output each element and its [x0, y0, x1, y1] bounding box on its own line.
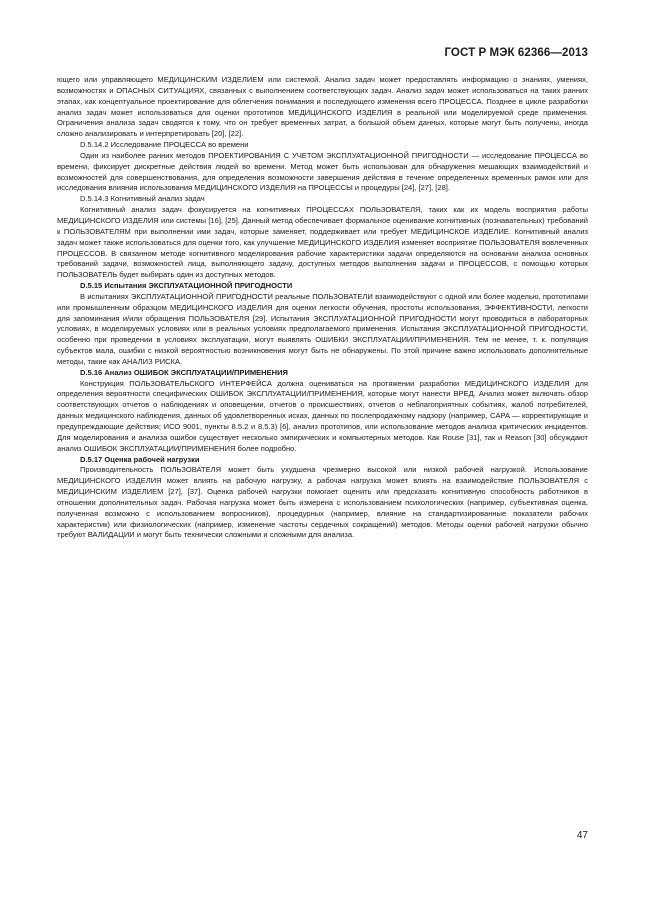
subsection-heading-d-5-14-2: D.5.14.2 Исследование ПРОЦЕССА во времени	[80, 140, 249, 150]
paragraph: В испытаниях ЭКСПЛУАТАЦИОННОЙ ПРИГОДНОСТИ реальные ПОЛЬЗОВАТЕЛИ взаимодействуют с одной или более моделью, прототипами или промышленным образцом МЕДИЦИНСКОГО ИЗДЕЛИЯ для оценки легкости обучения, простоты использования, ЭФФЕКТИВНОСТИ, легкости для запоминания и/или обращения ПОЛЬЗОВАТЕЛЯ [29]. Испытания ЭКСПЛУАТАЦИОННОЙ ПРИГОДНОСТИ могут проводиться в лабораторных условиях, в моделируемых условиях или в реальных условиях предполагаемого применения. Испытания ЭКСПЛУАТАЦИОННОЙ ПРИГОДНОСТИ, особенно при проведении в условиях эксплуатации, могут выявлять ОШИБКИ ЭКСПЛУАТАЦИИ/ПРИМЕНЕНИЯ. Тем не менее, т. к. популяция субъектов мала, ошибки с низкой вероятностью возникновения могут быть не обнаружены. По этой причине важно использовать дополнительные методы, такие как АНАЛИЗ РИСКА.	[57, 291, 588, 366]
page-body	[57, 75, 588, 541]
paragraph: Конструкция ПОЛЬЗОВАТЕЛЬСКОГО ИНТЕРФЕЙСА должна оцениваться на протяжении разработки МЕДИЦИНСКОГО ИЗДЕЛИЯ для определения вероятности специфических ОШИБОК ЭКСПЛУАТАЦИИ/ПРИМЕНЕНИЯ, которые могут нанести ВРЕД. Анализ может включать обзор соответствующих отчетов о наблюдениях и оповещении, отчетов о происшествиях, отчетов о неблагоприятных событиях, жалоб потребителей, данных медицинского наблюдения, данных об удовлетворенных исках, данных по послепродажному надзору (например, CAPA — корректирующие и предупреждающие действия; ИСО 9001, пункты 8.5.2 и 8.5.3) [6], анализ прототипов, или использование методов анализа критических инцидентов. Для моделирования и анализа ошибок существует несколько эмпирических и компьютерных методов. Как Rouse [31], так и Reason [30] обсуждают анализ ОШИБОК ЭКСПЛУАТАЦИИ/ПРИМЕНЕНИЯ более подробно.	[57, 378, 588, 453]
section-heading-d-5-15: D.5.15 Испытания ЭКСПЛУАТАЦИОННОЙ ПРИГОДНОСТИ	[80, 281, 293, 291]
paragraph: Один из наиболее ранних методов ПРОЕКТИРОВАНИЯ С УЧЕТОМ ЭКСПЛУАТАЦИОННОЙ ПРИГОДНОСТИ — исследование ПРОЦЕССА во времени, фиксирует дискретные действия людей во времени. Метод может быть использован для обнаружения мешающих взаимодействий и возможностей для совершенствования, для определения возможности завершения действия в течение определенных временных рамок или для исследования влияния использования МЕДИЦИНСКОГО ИЗДЕЛИЯ на ПРОЦЕССЫ и процедуры [24], [27], [28].	[57, 150, 588, 193]
section-heading-d-5-17: D.5.17 Оценка рабочей нагрузки	[80, 454, 200, 464]
document-code: ГОСТ Р МЭК 62366—2013	[444, 47, 588, 59]
paragraph: Когнитивный анализ задач фокусируется на когнитивных ПРОЦЕССАХ ПОЛЬЗОВАТЕЛЯ, таких как их модель восприятия работы МЕДИЦИНСКОГО ИЗДЕЛИЯ или системы [16], [25]. Данный метод обеспечивает формальное оценивание когнитивных (познавательных) требований к ПОЛЬЗОВАТЕЛЯМ при выполнении ими задач, которые заменяет, поддерживает или требует МЕДИЦИНСКОЕ ИЗДЕЛИЕ. Когнитивный анализ задач может также использоваться для оценки того, как улучшение МЕДИЦИНСКОГО ИЗДЕЛИЯ изменяет восприятие ПОЛЬЗОВАТЕЛЯ вовлеченных ПРОЦЕССОВ. В связанном методе когнитивного моделирования рабочие характеристики задачи определяются на основании анализа основных требований задачи, возможностей лица, выполняющего задачу, доступных методов выполнения задачи и ПРОЦЕССОВ, с помощью которых ПОЛЬЗОВАТЕЛЬ будет выбирать один из доступных методов.	[57, 205, 588, 280]
section-heading-d-5-16: D.5.16 Анализ ОШИБОК ЭКСПЛУАТАЦИИ/ПРИМЕНЕНИЯ	[80, 367, 288, 377]
page-number: 47	[576, 830, 588, 841]
paragraph-continuation: ющего или управляющего МЕДИЦИНСКИМ ИЗДЕЛИЕМ или системой. Анализ задач может предоставлять информацию о знаниях, умениях, возможностях и ОПАСНЫХ СИТУАЦИЯХ, связанных с выполнением соответствующих задач. Анализ задач может использоваться на таких ранних этапах, как концептуальное проектирование для облегчения понимания и последующего изменения всего ПРОЦЕССА. Позднее в цикле разработки анализ задач может использоваться для оценки прототипов МЕДИЦИНСКОГО ИЗДЕЛИЯ в реальной или моделируемой среде применения. Ограничения анализа задач сводятся к тому, что он требует временных затрат, а большой объем данных, которые могут быть получены, иногда сложно анализировать и интерпретировать [20], [22].	[57, 75, 588, 139]
subsection-heading-d-5-14-3: D.5.14.3 Когнитивный анализ задач	[80, 194, 205, 204]
paragraph: Производительность ПОЛЬЗОВАТЕЛЯ может быть ухудшена чрезмерно высокой или низкой рабочей нагрузкой. Использование МЕДИЦИНСКОГО ИЗДЕЛИЯ может влиять на рабочую нагрузку, а рабочая нагрузка может влиять на взаимодействие ПОЛЬЗОВАТЕЛЯ с МЕДИЦИНСКИМ ИЗДЕЛИЕМ [27], [37]. Оценка рабочей нагрузки помогает оценить или предсказать когнитивную способность работников в отношении дополнительных задач. Рабочая нагрузка может быть измерена с использованием психологических (например, субъективная оценка, полученная возможно с использованием вопросников), процедурных (например, влияние на стандартизированные показатели рабочих характеристик) или физиологических (например, изменение частоты сердечных сокращений) методов. Методы оценки рабочей нагрузки обычно требуют ВАЛИДАЦИИ и могут быть технически сложными и сложными для анализа.	[57, 465, 588, 540]
